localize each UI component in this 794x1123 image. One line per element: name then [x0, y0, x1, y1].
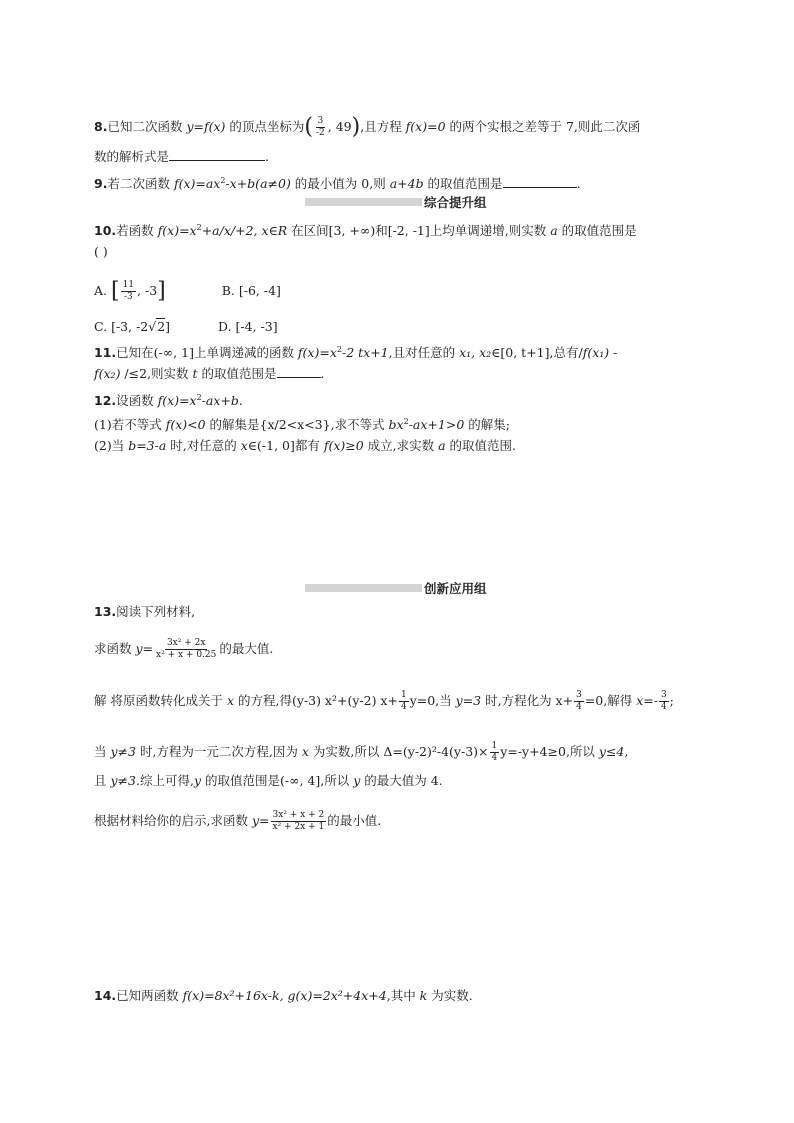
- q13-text: y=-y+4≥0,所以: [500, 744, 599, 759]
- q13-text: 且: [94, 773, 111, 788]
- q13-math: x: [226, 693, 235, 708]
- q8-vertex-fraction: $\frac{3}{-2}$: [315, 116, 325, 138]
- q11-text: ∈[0, t+1],总有/: [491, 345, 583, 361]
- q11-math: t: [192, 366, 198, 381]
- q11-math: f(x₂): [94, 366, 121, 381]
- question-12: 12.设函数 $f(x)=x^2-ax+b$.: [94, 393, 243, 409]
- q13-text: 的最大值.: [219, 641, 274, 656]
- q13-math: y: [193, 773, 201, 788]
- q13-text: 综上可得,: [139, 773, 194, 788]
- question-11-line-1: 11.已知在(-∞, 1]上单调递减的函数 $f(x)=x^2-2$ tx+1,且对任意的 x₁, x₂∈[0, t+1],总有/f(x₁) -: [94, 345, 618, 361]
- section-title: 创新应用组: [424, 581, 487, 596]
- question-number: 14.: [94, 988, 117, 1003]
- option-a-fraction: $\frac{11}{-3}$: [122, 280, 135, 302]
- q12-text: 设函数: [116, 393, 158, 409]
- q10-text: 的取值范围是: [557, 223, 637, 239]
- q8-text: 的两个实根之差等于 7,则此二次函: [445, 119, 641, 134]
- q11-text: 已知在(-∞, 1]上单调递减的函数: [116, 345, 298, 361]
- q12-text: (2)当: [94, 438, 129, 453]
- q13-math: y≤4,: [598, 744, 629, 759]
- q8-text: 数的解析式是: [94, 149, 170, 164]
- bracket-close: ]: [157, 278, 166, 304]
- q12-math: -ax+1>0: [408, 417, 465, 433]
- question-8-line-1: [94, 116, 640, 139]
- q13-text: 的方程,得(y-3) x²+(y-2) x+: [234, 693, 398, 708]
- q13-text: 时,方程化为 x+: [481, 693, 574, 708]
- question-number: 11.: [94, 345, 117, 361]
- option-a[interactable]: [94, 278, 166, 304]
- section-header-comprehensive: [305, 194, 487, 210]
- q11-period: .: [320, 366, 325, 381]
- q8-paren-close: ): [351, 114, 361, 140]
- q13-fraction: $\frac{3}{4}$: [660, 690, 667, 712]
- q12-text: ∈(-1, 0]都有: [247, 438, 324, 453]
- q12-math: bx: [388, 417, 404, 433]
- q13-text: =0,解得: [584, 693, 637, 708]
- q9-text: 的最小值为 0,则: [290, 176, 390, 192]
- q8-text: 的顶点坐标为: [225, 119, 305, 134]
- q11-text: /≤2,则实数: [120, 366, 193, 381]
- option-c[interactable]: C. [-3, -2√2]: [94, 319, 171, 334]
- question-10-line-2: [94, 243, 108, 261]
- q12-text: (1)若不等式: [94, 417, 166, 433]
- q13-text: 的取值范围是(-∞, 4],所以: [201, 773, 354, 788]
- q13-math: y=: [251, 813, 270, 828]
- q11-text: 的取值范围是: [197, 366, 277, 381]
- q12-text: 的解集是{x/2<x<3},求不等式: [205, 417, 389, 433]
- q13-text: 时,方程为一元二次方程,因为: [135, 744, 302, 759]
- question-number: 12.: [94, 393, 117, 409]
- answer-paren[interactable]: ( ): [94, 244, 108, 259]
- q13-text: 解 将原函数转化成关于: [94, 693, 227, 708]
- question-13-solution-2: [94, 741, 628, 764]
- q11-text: ,且对任意的: [388, 345, 460, 361]
- option-c-text: C. [-3, -2: [94, 319, 149, 334]
- section-bar: [305, 198, 422, 206]
- q12-math: -ax+b.: [201, 393, 243, 409]
- question-9: 9.若二次函数 $f(x)=ax^2-x+b(a\ne 0)$ 的最小值为 0,则 a+4b 的取值范围是 .: [94, 176, 581, 192]
- q8-vertex-rest: , 49: [327, 119, 352, 134]
- q12-math: b=3-a: [128, 438, 167, 453]
- q14-text: 已知两函数: [116, 988, 183, 1003]
- q13-math: y≠3.: [110, 773, 140, 788]
- option-c-radicand: 2: [157, 319, 166, 334]
- q13-text: 当: [94, 744, 111, 759]
- option-d[interactable]: D. [-4, -3]: [218, 319, 278, 334]
- q11-math: -2 tx+1: [341, 345, 389, 361]
- q8-paren-open: (: [304, 114, 313, 140]
- answer-blank[interactable]: [277, 365, 321, 378]
- q14-text: ,其中: [386, 988, 420, 1003]
- question-8-line-2: [94, 148, 269, 166]
- q9-text: 的取值范围是: [423, 176, 503, 192]
- q13-math: y=: [135, 641, 154, 656]
- q9-math: a+4b: [389, 176, 424, 192]
- question-13-task: [94, 810, 381, 833]
- question-13: [94, 603, 195, 621]
- option-a-rest: , -3: [137, 283, 158, 298]
- q13-fraction: $\frac{\text{3x² + 2x}}{\text{x² + x + 0.25}}$: [156, 638, 217, 660]
- q14-math: k: [419, 988, 428, 1003]
- question-number: 10.: [94, 223, 117, 239]
- question-13-solution-1: [94, 690, 674, 713]
- q13-text: 根据材料给你的启示,求函数: [94, 813, 252, 828]
- q8-text: 已知二次函数: [107, 119, 187, 134]
- q12-math: x: [240, 438, 248, 453]
- q9-math: f(x)=ax: [173, 176, 221, 192]
- q13-math: y: [353, 773, 361, 788]
- q13-text: 为实数,所以 Δ=(y-2)²-4(y-3)×: [308, 744, 489, 759]
- q13-text: ;: [669, 693, 674, 708]
- answer-blank[interactable]: [169, 148, 265, 161]
- q13-fraction: $\frac{1}{4}$: [491, 741, 498, 763]
- q14-text: 为实数.: [427, 988, 473, 1003]
- q11-math: f(x₁): [582, 345, 610, 361]
- q8-period: .: [265, 149, 269, 164]
- q8-math: y=f(x): [186, 119, 226, 134]
- section-header-innovative: [305, 580, 487, 596]
- question-number: 13.: [94, 604, 117, 619]
- question-10-options-ab: [94, 280, 281, 303]
- q10-math: +a/x/+2, x∈R: [201, 223, 288, 239]
- question-number: 8.: [94, 119, 108, 134]
- q13-fraction: $\frac{1}{4}$: [400, 690, 407, 712]
- q13-math: x: [301, 744, 309, 759]
- q13-fraction: $\frac{3}{4}$: [576, 690, 582, 712]
- bracket-open: [: [111, 278, 120, 304]
- q13-text: 阅读下列材料,: [116, 604, 196, 619]
- q12-text: 的解集;: [464, 417, 510, 433]
- question-number: 9.: [94, 176, 108, 192]
- q8-math: f(x)=0: [405, 119, 446, 134]
- q12-math: f(x)=x: [157, 393, 197, 409]
- q10-math: f(x)=x: [157, 223, 197, 239]
- q12-math: f(x)≥0: [323, 438, 364, 453]
- q8-text: ,且方程: [360, 119, 406, 134]
- option-b[interactable]: B. [-6, -4]: [221, 283, 281, 298]
- q13-text: 的最大值为 4.: [360, 773, 443, 788]
- section-title: 综合提升组: [424, 195, 487, 210]
- q12-math: f(x)<0: [165, 417, 206, 433]
- question-12-part-2: [94, 437, 516, 455]
- question-13-solution-3: [94, 772, 443, 790]
- question-10-line-1: 10.若函数 $f(x)=x^2+a/x/+2$, x∈R 在区间[3, +∞)和[-2, -1]上均单调递增,则实数 a 的取值范围是: [94, 223, 637, 239]
- q10-math: a: [550, 223, 558, 239]
- q12-text: 的取值范围.: [445, 438, 517, 453]
- q10-text: 在区间[3, +∞)和[-2, -1]上均单调递增,则实数: [287, 223, 551, 239]
- question-14: [94, 987, 473, 1005]
- answer-blank[interactable]: [503, 175, 577, 188]
- question-12-part-1: (1)若不等式 f(x)<0 的解集是{x/2<x<3},求不等式 $bx^2-ax+1>0$ 的解集;: [94, 417, 510, 433]
- q13-math: y=3: [455, 693, 482, 708]
- q9-text: 若二次函数: [107, 176, 174, 192]
- q13-math: x=-: [636, 693, 658, 708]
- question-10-options-cd: [94, 318, 278, 336]
- q13-fraction: $\frac{\text{3x² + x + 2}}{\text{x² + 2x + 1}}$: [272, 810, 325, 832]
- option-a-label: A.: [94, 283, 108, 298]
- q13-text: y=0,当: [409, 693, 456, 708]
- q12-text: 时,对任意的: [166, 438, 241, 453]
- q13-text: 求函数: [94, 641, 136, 656]
- q13-text: 的最小值.: [327, 813, 382, 828]
- question-13-function: [94, 638, 273, 661]
- q11-text: -: [609, 345, 618, 361]
- option-c-close: ]: [165, 319, 171, 334]
- q14-math: f(x)=8x²+16x-k, g(x)=2x²+4x+4: [182, 988, 387, 1003]
- q13-math: y≠3: [110, 744, 136, 759]
- q10-text: 若函数: [116, 223, 158, 239]
- q12-math: a: [438, 438, 446, 453]
- q11-math: f(x)=x: [297, 345, 337, 361]
- q11-math: x₁, x₂: [459, 345, 492, 361]
- q9-math: -x+b(a≠0): [225, 176, 291, 192]
- q9-period: .: [576, 176, 581, 192]
- section-bar: [305, 584, 422, 592]
- question-11-line-2: [94, 365, 325, 383]
- q12-text: 成立,求实数: [363, 438, 439, 453]
